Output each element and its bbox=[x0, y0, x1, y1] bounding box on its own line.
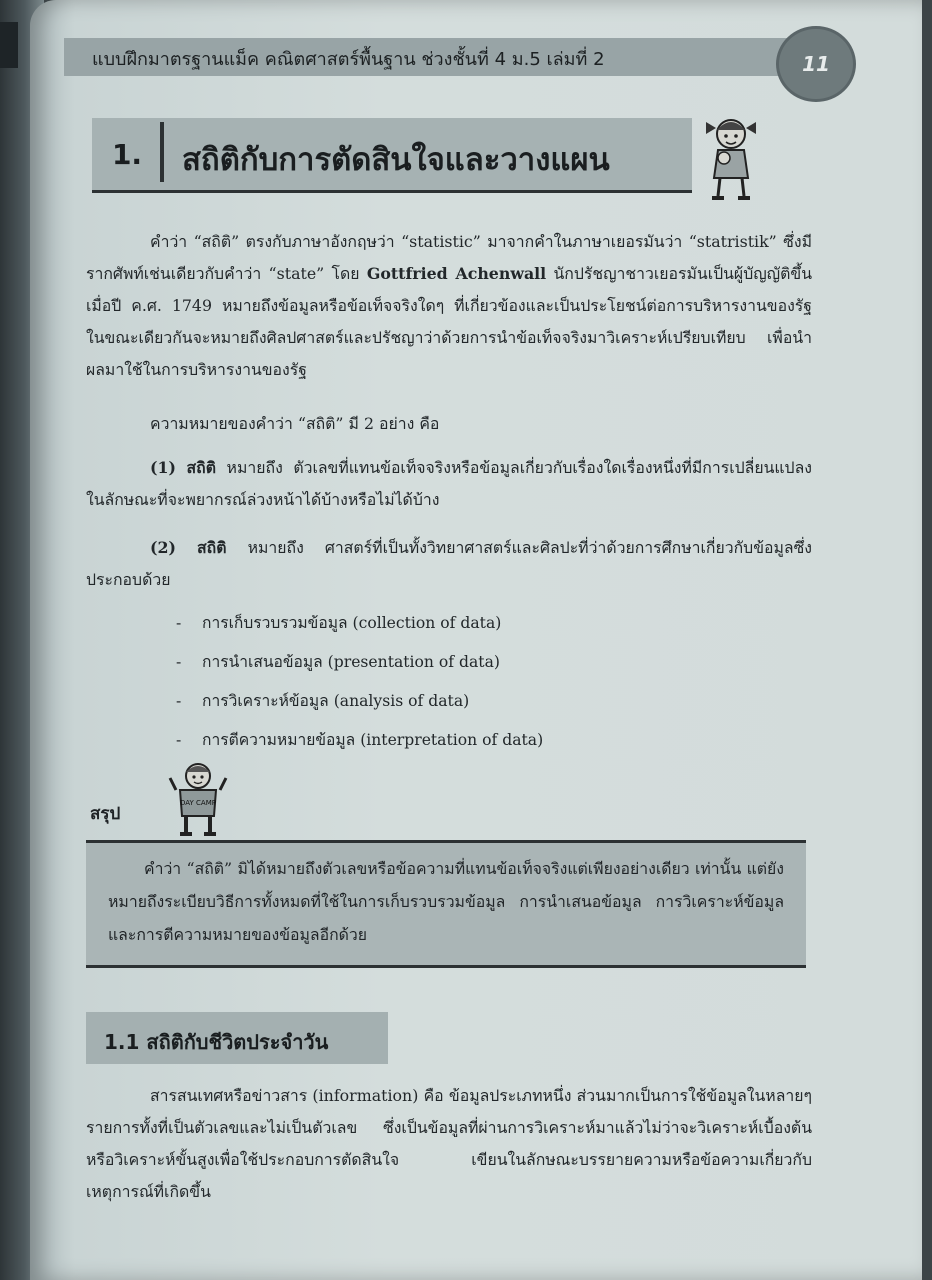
subsection-paragraph: สารสนเทศหรือข่าวสาร (information) คือ ข้อมูลประเภทหนึ่ง ส่วนมากเป็นการใช้ข้อมูลในหลายๆ รายการทั้งที่เป็นตัวเลขและไม่เป็นตัวเลข ซึ่งเป็นข้อมูลที่ผ่านการวิเคราะห์มาแล้วไม่ว่าจะวิเคราะห์เบื้องต้นหรือวิเคราะห์ขั้นสูงเพื่อใช้ประกอบการตัดสินใจ เขียนในลักษณะบรรยายความหรือข้อความเกี่ยวกับเหตุการณ์ที่เกิดขึ้น bbox=[86, 1086, 812, 1201]
list-bullet: - bbox=[176, 653, 182, 671]
section-number: 1. bbox=[111, 137, 143, 171]
summary-label: สรุป bbox=[90, 804, 121, 824]
boy-mascot-illustration bbox=[168, 760, 228, 838]
list-item bbox=[176, 649, 500, 674]
meaning-2-number: (2) bbox=[150, 538, 176, 557]
title-divider bbox=[160, 122, 164, 182]
list-item bbox=[176, 610, 501, 635]
intro-text-1: คำว่า “สถิติ” ตรงกับภาษาอังกฤษว่า “statistic” มาจากคำในภาษาเยอรมันว่า “statristik” ซึ่งมีรากศัพท์เช่นเดียวกับคำว่า “state” โดย bbox=[86, 232, 812, 283]
list-bullet: - bbox=[176, 614, 182, 632]
header-title: แบบฝึกมาตรฐานแม็ค คณิตศาสตร์พื้นฐาน ช่วงชั้นที่ 4 ม.5 เล่มที่ 2 bbox=[92, 49, 605, 70]
person-name: Gottfried Achenwall bbox=[366, 264, 547, 283]
list-item-text: การเก็บรวบรวมข้อมูล (collection of data) bbox=[202, 614, 502, 632]
list-item-text: การตีความหมายข้อมูล (interpretation of data) bbox=[202, 731, 544, 749]
list-bullet: - bbox=[176, 692, 182, 710]
list-item-text: การวิเคราะห์ข้อมูล (analysis of data) bbox=[202, 692, 470, 710]
meaning-1-number: (1) bbox=[150, 458, 176, 477]
meaning-2 bbox=[86, 532, 812, 596]
list-item bbox=[176, 688, 469, 713]
meaning-1-term: สถิติ bbox=[186, 458, 216, 477]
list-item bbox=[176, 727, 543, 752]
girl-mascot-illustration bbox=[696, 112, 766, 202]
meaning-1-text: หมายถึง ตัวเลขที่แทนข้อเท็จจริงหรือข้อมูลเกี่ยวกับเรื่องใดเรื่องหนึ่งที่มีการเปลี่ยนแปลงในลักษณะที่จะพยากรณ์ล่วงหน้าได้บ้างหรือไม่ได้บ้าง bbox=[86, 458, 812, 509]
meaning-2-term: สถิติ bbox=[197, 538, 227, 557]
meaning-2-text: หมายถึง ศาสตร์ที่เป็นทั้งวิทยาศาสตร์และศิลปะที่ว่าด้วยการศึกษาเกี่ยวกับข้อมูลซึ่งประกอบด้วย bbox=[86, 538, 813, 589]
intro-text-2: นักปรัชญาชาวเยอรมันเป็นผู้บัญญัติขึ้น เมื่อปี ค.ศ. 1749 หมายถึงข้อมูลหรือข้อเท็จจริงใดๆ ที่เกี่ยวข้องและเป็นประโยชน์ต่อการบริหารงานของรัฐ ในขณะเดียวกันจะหมายถึงศิลปศาสตร์และปรัชญาว่าด้วยการนำข้อเท็จจริงมาวิเคราะห์เปรียบเทียบ เพื่อนำผลมาใช้ในการบริหารงานของรัฐ bbox=[86, 264, 812, 379]
subsection-title: 1.1 สถิติกับชีวิตประจำวัน bbox=[104, 1030, 329, 1054]
summary-text: คำว่า “สถิติ” มิได้หมายถึงตัวเลขหรือข้อความที่แทนข้อเท็จจริงแต่เพียงอย่างเดียว เท่านั้น แต่ยังหมายถึงระเบียบวิธีการทั้งหมดที่ใช้ในการเก็บรวบรวมข้อมูล การนำเสนอข้อมูล การวิเคราะห์ข้อมูล และการตีความหมายของข้อมูลอีกด้วย bbox=[108, 859, 784, 944]
mascot-shirt-text: DAY CAMP bbox=[180, 799, 216, 807]
list-bullet: - bbox=[176, 731, 182, 749]
meaning-1 bbox=[86, 452, 812, 516]
section-title: สถิติกับการตัดสินใจและวางแผน bbox=[182, 142, 610, 178]
meaning-intro: ความหมายของคำว่า “สถิติ” มี 2 อย่าง คือ bbox=[150, 414, 440, 433]
list-item-text: การนำเสนอข้อมูล (presentation of data) bbox=[202, 653, 500, 671]
intro-paragraph bbox=[86, 226, 812, 386]
page-number: 11 bbox=[776, 26, 856, 102]
summary-paragraph bbox=[108, 852, 784, 951]
spine-tab bbox=[0, 22, 18, 68]
